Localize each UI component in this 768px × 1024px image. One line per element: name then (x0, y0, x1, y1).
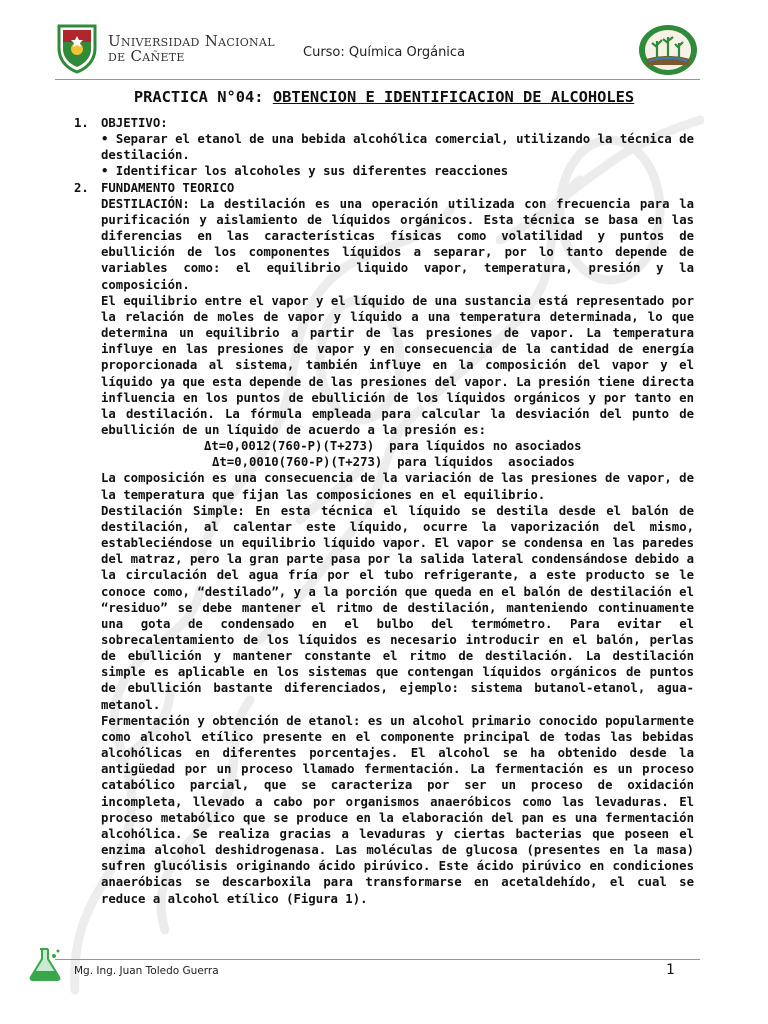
formula-asociados: Δt=0,0010(760-P)(T+273) para líquidos asociados (212, 455, 575, 470)
paragraph-destilacion: DESTILACIÓN: La destilación es una operación utilizada con frecuencia para la purificación y aislamiento de líquidos orgánicos. Esta técnica se basa en las diferencias en las características físicas como volatilidad y puntos de ebullición de los componentes líquidos a separar, por lo tanto depende de variables como: el equilibrio liquido vapor, temperatura, presión y la composición. (101, 196, 694, 292)
section-number: 1. (74, 116, 89, 130)
agricultural-seal-icon (637, 23, 699, 77)
objective-item: • Separar el etanol de una bebida alcohólica comercial, utilizando la técnica de destilación. (101, 132, 694, 163)
paragraph-equilibrio: El equilibrio entre el vapor y el líquido de una sustancia está representado por la relación de moles de vapor y líquido a una temperatura determinada, lo que determina un equilibrio a partir de las presiones de vapor. La temperatura influye en las presiones de vapor y en consecuencia de la cantidad de energía proporcionada al sistema, también influye en la composición del vapor y el líquido ya que esta depende de las presiones del vapor. La presión tiene directa influencia en los puntos de ebullición de los líquidos orgánicos y por tanto en la destilación. La fórmula empleada para calcular la desviación del punto de ebullición de un líquido de acuerdo a la presión es: (101, 293, 694, 437)
page-header (0, 0, 768, 84)
formula-no-asociados: Δt=0,0012(760-P)(T+273) para líquidos no asociados (204, 439, 582, 454)
section-number: 2. (74, 180, 89, 195)
footer-divider (55, 959, 700, 960)
university-shield-icon (55, 22, 99, 74)
title-prefix: PRACTICA N°04: (133, 88, 273, 106)
paragraph-fermentacion: Fermentación y obtención de etanol: es un alcohol primario conocido popularmente como alcohol etílico presente en el componente principal de todas las bebidas alcohólicas en diferentes porcentajes. El alcohol se ha obtenido desde la antigüedad por un proceso llamado fermentación. La fermentación es un proceso catabólico parcial, que se caracteriza por ser un proceso de oxidación incompleta, llevado a cabo por organismos anaeróbicos como las levaduras. El proceso metabólico que se produce en la elaboración del pan es una fermentación alcohólica. Se realiza gracias a levaduras y ciertas bacterias que poseen el enzima alcohol deshidrogenasa. Las moléculas de glucosa (presentes en la masa) sufren glucólisis originando ácido pirúvico. Este ácido pirúvico en condiciones anaeróbicas se descarboxila para transformarse en acetaldehído, el cual se reduce a alcohol etílico (Figura 1). (101, 713, 694, 906)
university-name-line1: Universidad Nacional (108, 32, 275, 50)
university-name-line2: de Cañete (108, 47, 185, 65)
footer-author: Mg. Ing. Juan Toledo Guerra (74, 965, 219, 977)
section-objetivo (74, 115, 694, 180)
page-number: 1 (666, 962, 675, 978)
paragraph-composicion: La composición es una consecuencia de la variación de las presiones de vapor, de la temperatura que fijan las composiciones en el equilibrio. (101, 471, 694, 502)
page-title (0, 88, 768, 106)
header-divider (55, 79, 700, 80)
title-underlined: OBTENCION E IDENTIFICACION DE ALCOHOLES (272, 88, 635, 106)
objective-item: • Identificar los alcoholes y sus diferentes reacciones (101, 164, 509, 179)
flask-icon (24, 946, 66, 982)
section-heading: FUNDAMENTO TEORICO (101, 180, 235, 195)
course-title: Curso: Química Orgánica (303, 45, 466, 60)
paragraph-destilacion-simple: Destilación Simple: En esta técnica el líquido se destila desde el balón de destilación, al calentar este líquido, ocurre la vaporización del mismo, estableciéndose un equilibrio líquido vapor. El vapor se condensa en las paredes del matraz, pero la gran parte pasa por la salida lateral condensándose debido a la circulación del agua fría por el tubo refrigerante, a este producto se le conoce como, “destilado”, y a la porción que queda en el balón de destilación el “residuo” se debe mantener el ritmo de destilación, manteniendo continuamente una gota de condensado en el bulbo del termómetro. Para evitar el sobrecalentamiento de los líquidos es necesario introducir en el balón, perlas de ebullición y mantener constante el ritmo de destilación. La destilación simple es aplicable en los sistemas que contengan líquidos orgánicos de puntos de ebullición bastante diferenciados, ejemplo: sistema butanol-etanol, agua-metanol. (101, 503, 694, 712)
section-heading: OBJETIVO: (101, 116, 168, 130)
university-name (108, 34, 275, 64)
document-body (74, 115, 694, 907)
section-fundamento (74, 180, 694, 907)
